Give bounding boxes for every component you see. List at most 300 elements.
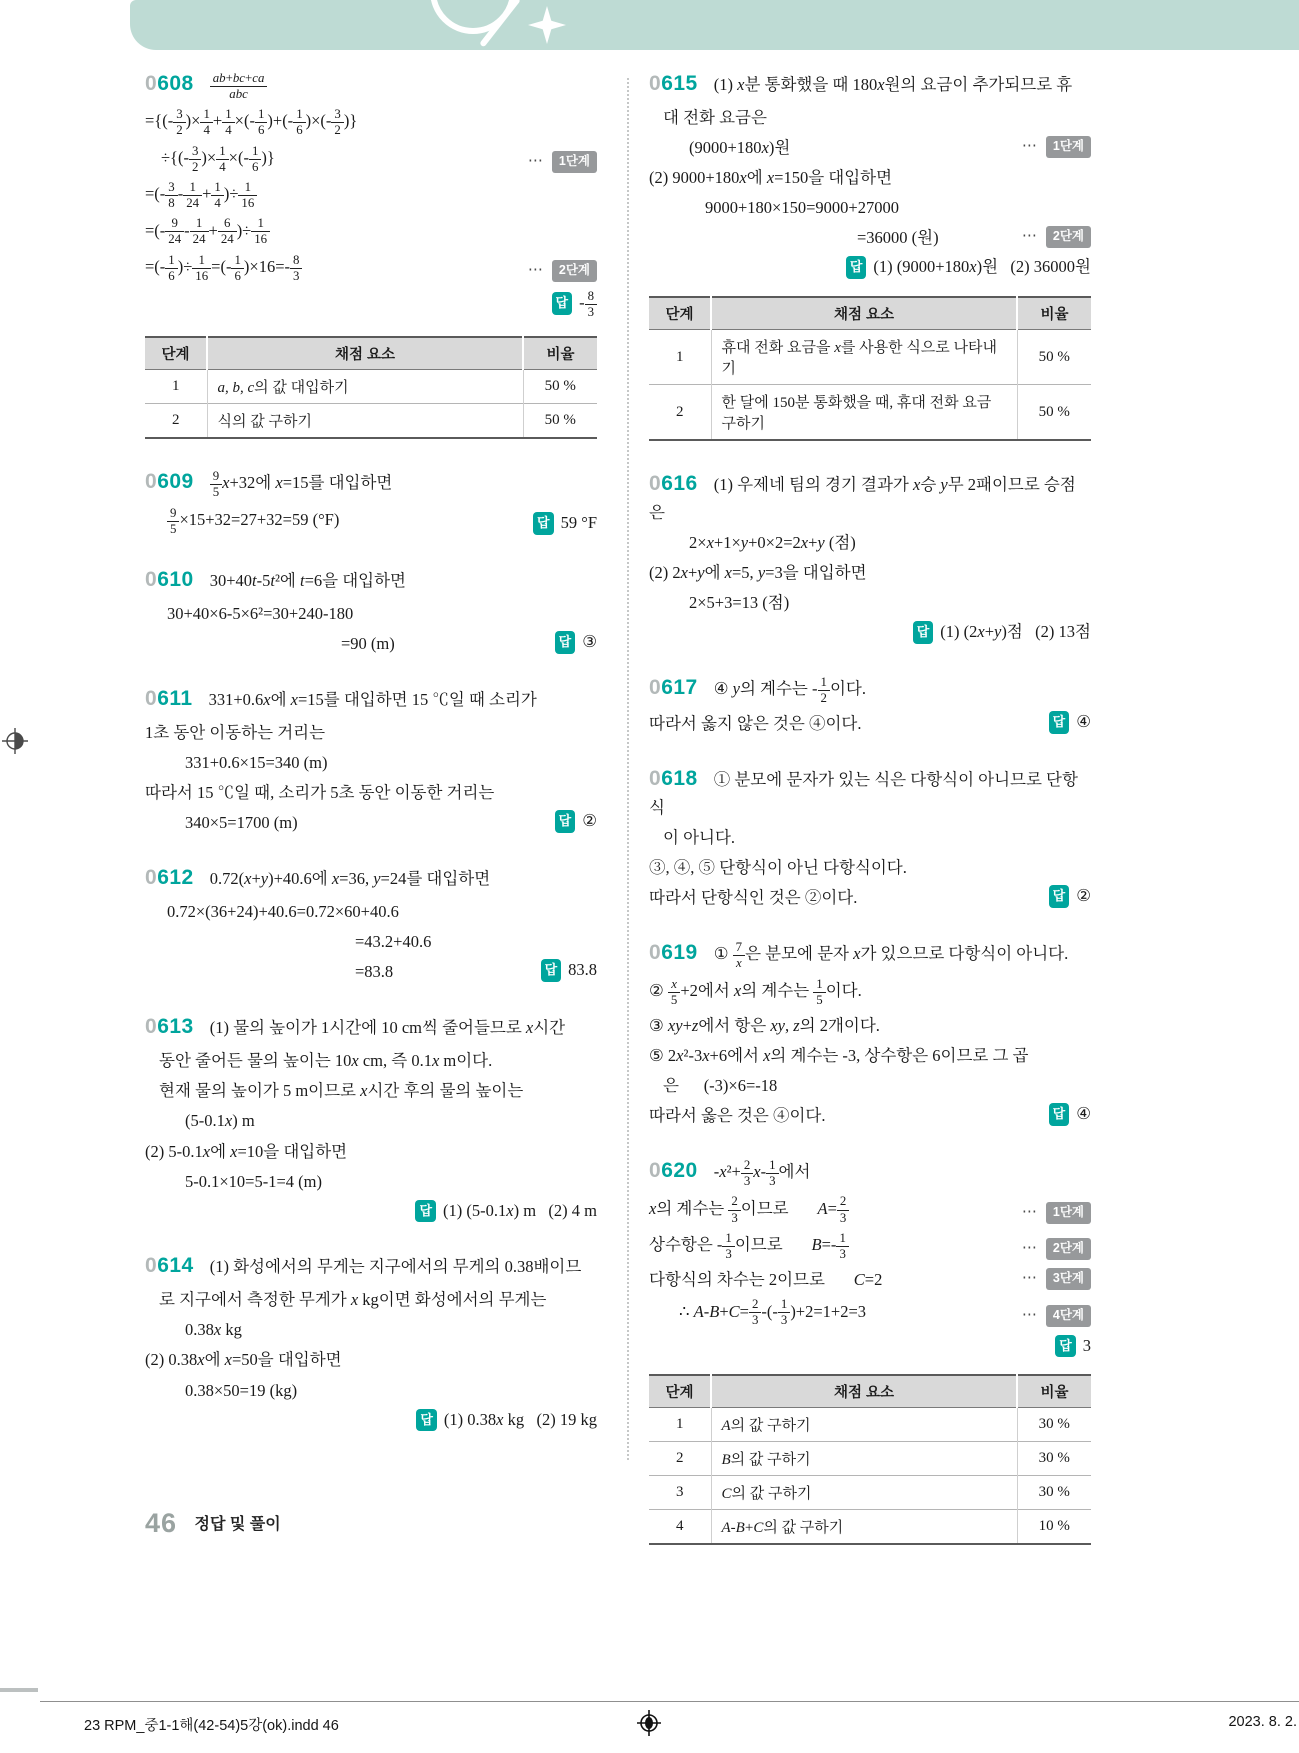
- solution-line: [145, 1108, 597, 1133]
- fraction: $\frac{9}{24}$: [165, 216, 184, 247]
- answer-text: (1) (9000+180x)원 (2) 36000원: [873, 257, 1091, 277]
- math-text: =43.2+40.6: [355, 932, 432, 952]
- solution-line: [145, 1378, 597, 1403]
- solution-line: [145, 1250, 597, 1282]
- step-marker: [1022, 1234, 1091, 1260]
- answer-icon: 답: [416, 1409, 437, 1432]
- fraction: $\frac{1}{4}$: [222, 107, 234, 138]
- table-cell: 2: [649, 385, 711, 441]
- math-text: (2) 2x+y에 x=5, y=3을 대입하면: [649, 563, 867, 583]
- answer-icon: 답: [1049, 711, 1070, 734]
- solution-line: [649, 135, 1091, 160]
- answer-text: - $\frac{8}{3}$: [579, 293, 597, 312]
- table-cell: 50 %: [1017, 330, 1091, 385]
- page-footer: [145, 1508, 281, 1539]
- step-badge: 4단계: [1046, 1305, 1091, 1327]
- step-badge: 1단계: [1046, 136, 1091, 158]
- fraction: $\frac{1}{3}$: [836, 1231, 848, 1262]
- table-header-cell: 비율: [1017, 297, 1091, 330]
- problem-number: 0610: [145, 567, 194, 591]
- answer-line: [145, 1199, 597, 1224]
- solution-line: [649, 165, 1091, 190]
- math-text: (9000+180x)원: [689, 137, 791, 157]
- solution-line: [649, 105, 1091, 130]
- problem-0609: [145, 466, 597, 537]
- fraction: $\frac{2}{3}$: [728, 1194, 740, 1225]
- inline-answer: [555, 808, 597, 833]
- solution-line: [649, 590, 1091, 615]
- answer-text: ②: [582, 811, 597, 831]
- answer-text: 3: [1082, 1335, 1091, 1355]
- fraction: $\frac{7}{x}$: [733, 940, 745, 971]
- solution-line: [145, 959, 597, 984]
- table-cell: 50 %: [523, 404, 597, 439]
- fraction: $\frac{2}{3}$: [837, 1194, 849, 1225]
- table-cell: 1: [649, 330, 711, 385]
- inline-answer: [1049, 709, 1091, 734]
- table-cell: 30 %: [1017, 1442, 1091, 1476]
- step-badge: 2단계: [1046, 1238, 1091, 1260]
- table-header-cell: 채점 요소: [711, 297, 1017, 330]
- math-text: -x²+ $\frac{2}{3}$ x- $\frac{1}{3}$ 에서: [713, 1158, 811, 1189]
- table-row: [649, 1408, 1091, 1442]
- math-text: 5-0.1×10=5-1=4 (m): [185, 1171, 322, 1191]
- step-badge: 2단계: [1046, 226, 1091, 248]
- math-text: 현재 물의 높이가 5 m이므로 x시간 후의 물의 높이는: [159, 1081, 524, 1101]
- math-text: 331+0.6x에 x=15를 대입하면 15 ℃일 때 소리가: [208, 690, 537, 709]
- step-badge: 3단계: [1046, 1268, 1091, 1290]
- registration-mark-icon: [2, 728, 28, 754]
- fraction: $\frac{1}{16}$: [251, 216, 270, 247]
- step-marker: [1022, 1301, 1091, 1327]
- fraction: $\frac{1}{3}$: [766, 1158, 778, 1189]
- solution-line: [649, 225, 1091, 250]
- solution-line: [145, 1347, 597, 1372]
- math-text: 0.72×(36+24)+40.6=0.72×60+40.6: [167, 902, 399, 922]
- ellipsis-dots: ⋯: [527, 152, 543, 169]
- column-divider: [627, 78, 629, 1460]
- table-cell: B의 값 구하기: [711, 1442, 1017, 1476]
- math-text: ∴ A-B+C= $\frac{2}{3}$ -(- $\frac{1}{3}$ )+2=1+2=3: [679, 1297, 867, 1328]
- math-text: =83.8: [355, 962, 394, 982]
- math-text: ③, ④, ⑤ 단항식이 아닌 다항식이다.: [649, 858, 907, 878]
- fraction: $\frac{3}{2}$: [173, 107, 185, 138]
- math-text: =(- $\frac{9}{24}$ - $\frac{1}{24}$ + $\frac{6}{24}$ )÷ $\frac{1}{16}$: [145, 221, 270, 240]
- math-text: ④ y의 계수는 - $\frac{1}{2}$ 이다.: [713, 674, 866, 705]
- answer-icon: 답: [552, 292, 573, 315]
- problem-number: 0613: [145, 1015, 194, 1039]
- answer-icon: 답: [533, 512, 554, 535]
- fraction: $\frac{2}{3}$: [749, 1297, 761, 1328]
- table-header-cell: 비율: [1017, 1375, 1091, 1408]
- fraction: $\frac{9}{5}$: [167, 506, 179, 537]
- table-cell: 30 %: [1017, 1476, 1091, 1510]
- fraction: $\frac{8}{3}$: [585, 289, 597, 320]
- step-marker: [1022, 222, 1091, 248]
- solution-line: [649, 195, 1091, 220]
- math-text: 30+40×6-5×6²=30+240-180: [167, 603, 354, 623]
- solution-line: [649, 711, 1091, 736]
- fraction: $\frac{1}{6}$: [231, 253, 243, 284]
- solution-line: [145, 1317, 597, 1342]
- solution-line: [145, 564, 597, 596]
- center-registration-mark-icon: [637, 1710, 661, 1736]
- answer-text: ③: [582, 631, 597, 651]
- inline-answer: [541, 957, 597, 982]
- table-cell: 휴대 전화 요금을 x를 사용한 식으로 나타내기: [711, 330, 1017, 385]
- math-text: (1) 우제네 팀의 경기 결과가 x승 y무 2패이므로 승점은: [649, 475, 1076, 522]
- math-text: =(- $\frac{3}{8}$ - $\frac{1}{24}$ + $\frac{1}{4}$ )÷ $\frac{1}{16}$: [145, 184, 257, 203]
- solution-line: [145, 780, 597, 805]
- math-text: =(- $\frac{1}{6}$ )÷ $\frac{1}{16}$ =(- $\frac{1}{6}$ )×16=- $\frac{8}{3}$: [145, 257, 302, 276]
- solution-line: [649, 530, 1091, 555]
- solution-line: [649, 672, 1091, 706]
- footer-rule: [40, 1701, 1299, 1702]
- table-header-cell: 단계: [649, 297, 711, 330]
- problem-number: 0617: [649, 676, 698, 700]
- math-text: 따라서 단항식인 것은 ②이다.: [649, 888, 858, 908]
- answer-line: [145, 1408, 597, 1433]
- solution-line: [649, 885, 1091, 910]
- problem-0611: [145, 683, 597, 835]
- solution-line: [145, 466, 597, 500]
- inline-answer: [555, 629, 597, 654]
- math-text: 1초 동안 이동하는 거리는: [145, 722, 326, 742]
- solution-line: [649, 1231, 1091, 1262]
- math-text: 동안 줄어든 물의 높이는 10x cm, 즉 0.1x m이다.: [159, 1051, 493, 1071]
- problem-0614: [145, 1250, 597, 1432]
- fraction: $\frac{1}{6}$: [165, 253, 177, 284]
- math-text: [210, 70, 268, 101]
- top-banner: [130, 0, 1299, 50]
- table-cell: A-B+C의 값 구하기: [711, 1510, 1017, 1545]
- crop-tick: [0, 1688, 38, 1692]
- problem-0613: [145, 1011, 597, 1223]
- table-cell: 50 %: [523, 370, 597, 404]
- problem-number: 0618: [649, 767, 698, 791]
- ellipsis-dots: ⋯: [1021, 138, 1037, 155]
- problem-number: 0608: [145, 72, 194, 95]
- step-marker: [528, 256, 597, 282]
- solution-line: [649, 68, 1091, 100]
- sparkle-icon: [528, 6, 566, 44]
- fraction: $\frac{1}{6}$: [293, 107, 305, 138]
- answer-text: ②: [1076, 886, 1091, 906]
- math-text: 따라서 옳은 것은 ④이다.: [649, 1106, 826, 1126]
- problem-number: 0615: [649, 72, 698, 95]
- math-text: $\frac{9}{5}$ x+32에 x=15를 대입하면: [210, 473, 393, 492]
- answer-text: 83.8: [568, 960, 597, 980]
- fraction: $\frac{1}{3}$: [722, 1231, 734, 1262]
- solution-line: [145, 683, 597, 715]
- solution-line: [145, 506, 597, 537]
- math-text: 대 전화 요금은: [663, 107, 767, 127]
- table-row: [649, 330, 1091, 385]
- grading-table: [649, 1374, 1091, 1545]
- ellipsis-dots: ⋯: [1021, 1240, 1037, 1257]
- math-text: =36000 (원): [857, 228, 939, 248]
- ellipsis-dots: ⋯: [527, 262, 543, 279]
- solution-line: [649, 1155, 1091, 1189]
- solution-line: [649, 1073, 1091, 1098]
- problem-0615: [649, 68, 1091, 441]
- inline-answer: [1049, 1101, 1091, 1126]
- solution-line: [145, 1048, 597, 1073]
- fraction: $\frac{2}{3}$: [741, 1158, 753, 1189]
- solution-line: [649, 1194, 1091, 1225]
- table-header-cell: 단계: [649, 1375, 711, 1408]
- math-text: 9000+180×150=9000+27000: [705, 198, 899, 218]
- fraction: $\frac{1}{6}$: [249, 144, 261, 175]
- table-header-cell: 비율: [523, 337, 597, 370]
- solution-line: [145, 144, 597, 175]
- math-text: ① $\frac{7}{x}$ 은 분모에 문자 x가 있으므로 다항식이 아니다.: [713, 940, 1069, 971]
- solution-line: [145, 1169, 597, 1194]
- answer-text: (1) (5-0.1x) m (2) 4 m: [443, 1200, 597, 1220]
- table-cell: 50 %: [1017, 385, 1091, 441]
- fraction: $\frac{3}{2}$: [189, 144, 201, 175]
- fraction: $\frac{1}{4}$: [200, 107, 212, 138]
- answer-icon: 답: [541, 959, 562, 982]
- solution-line: [145, 216, 597, 247]
- solution-line: [649, 560, 1091, 585]
- problem-number: 0620: [649, 1159, 698, 1183]
- table-cell: 3: [649, 1476, 711, 1510]
- solution-line: [145, 1078, 597, 1103]
- math-text: ÷{(- $\frac{3}{2}$ )× $\frac{1}{4}$ ×(- $\frac{1}{6}$ )}: [161, 143, 275, 174]
- step-marker: [1022, 132, 1091, 158]
- grading-table: [649, 296, 1091, 441]
- answer-icon: 답: [555, 810, 576, 833]
- answer-text: ④: [1076, 1104, 1091, 1124]
- solution-line: [649, 1297, 1091, 1328]
- fraction: $\frac{1}{2}$: [818, 675, 830, 706]
- step-badge: 1단계: [1046, 1202, 1091, 1224]
- solution-line: [145, 631, 597, 656]
- solution-line: [145, 929, 597, 954]
- problem-0618: [649, 763, 1091, 910]
- fraction: $\frac{1}{24}$: [183, 180, 202, 211]
- table-row: [649, 1510, 1091, 1545]
- math-text: 로 지구에서 측정한 무게가 x kg이면 화성에서의 무게는: [159, 1290, 547, 1310]
- table-row: [649, 1442, 1091, 1476]
- problem-number: 0614: [145, 1254, 194, 1278]
- math-text: (2) 0.38x에 x=50을 대입하면: [145, 1350, 342, 1370]
- math-text: 상수항은 - $\frac{1}{3}$ 이므로 B=- $\frac{1}{3}$: [649, 1235, 849, 1254]
- page-number: 46: [145, 1508, 178, 1538]
- table-cell: 2: [145, 404, 207, 439]
- table-cell: 4: [649, 1510, 711, 1545]
- solution-line: [145, 180, 597, 211]
- math-text: 은 (-3)×6=-18: [663, 1076, 778, 1096]
- math-text: 2×x+1×y+0×2=2x+y (점): [689, 533, 856, 553]
- fraction: $\frac{8}{3}$: [290, 253, 302, 284]
- step-marker: [1022, 1264, 1091, 1290]
- problem-0620: [649, 1155, 1091, 1545]
- math-text: 0.38x kg: [185, 1320, 242, 1340]
- table-cell: C의 값 구하기: [711, 1476, 1017, 1510]
- problem-number: 0616: [649, 472, 698, 496]
- table-cell: A의 값 구하기: [711, 1408, 1017, 1442]
- ellipsis-dots: ⋯: [1021, 1203, 1037, 1220]
- math-text: (5-0.1x) m: [185, 1111, 255, 1131]
- problem-number: 0612: [145, 866, 194, 890]
- math-text: ③ xy+z에서 항은 xy, z의 2개이다.: [649, 1016, 880, 1035]
- table-header-cell: 단계: [145, 337, 207, 370]
- fraction: $\frac{9}{5}$: [210, 469, 222, 500]
- right-column: [649, 68, 1091, 1572]
- grading-table: [145, 336, 597, 439]
- fraction: $\frac{1}{5}$: [813, 977, 825, 1008]
- solution-line: [649, 763, 1091, 820]
- table-row: [145, 404, 597, 439]
- math-text: (1) 물의 높이가 1시간에 10 cm씩 줄어들므로 x시간: [209, 1018, 566, 1038]
- ellipsis-dots: ⋯: [1021, 228, 1037, 245]
- table-cell: 1: [649, 1408, 711, 1442]
- answer-icon: 답: [1055, 1335, 1076, 1358]
- table-row: [649, 385, 1091, 441]
- problem-0610: [145, 564, 597, 656]
- answer-text: (1) 0.38x kg (2) 19 kg: [443, 1409, 597, 1429]
- table-header-cell: 채점 요소: [207, 337, 523, 370]
- solution-line: [649, 977, 1091, 1008]
- answer-text: (1) (2x+y)점 (2) 13점: [940, 622, 1091, 642]
- table-header-cell: 채점 요소: [711, 1375, 1017, 1408]
- math-text: (2) 5-0.1x에 x=10을 대입하면: [145, 1141, 348, 1161]
- table-cell: 30 %: [1017, 1408, 1091, 1442]
- answer-line: [649, 1334, 1091, 1359]
- left-column: [145, 68, 597, 1459]
- math-text: 따라서 옳지 않은 것은 ④이다.: [649, 714, 862, 734]
- math-text: $\frac{9}{5}$ ×15+32=27+32=59 (°F): [167, 510, 339, 529]
- math-text: =90 (m): [341, 633, 395, 653]
- solution-line: [145, 750, 597, 775]
- math-text: ② $\frac{x}{5}$ +2에서 x의 계수는 $\frac{1}{5}$ 이다.: [649, 976, 862, 1007]
- solution-line: [649, 1267, 1091, 1292]
- answer-line: [649, 255, 1091, 280]
- answer-icon: 답: [1049, 885, 1070, 908]
- ellipsis-dots: ⋯: [1021, 1306, 1037, 1323]
- answer-icon: 답: [1049, 1103, 1070, 1126]
- solution-line: [145, 1287, 597, 1312]
- problem-0616: [649, 468, 1091, 645]
- ellipsis-dots: ⋯: [1021, 1270, 1037, 1287]
- fraction: $\frac{1}{4}$: [211, 180, 223, 211]
- math-text: ⑤ 2x²-3x+6에서 x의 계수는 -3, 상수항은 6이므로 그 곱: [649, 1046, 1029, 1066]
- fraction: $\frac{x}{5}$: [668, 977, 680, 1008]
- table-cell: a, b, c의 값 대입하기: [207, 370, 523, 404]
- table-cell: 식의 값 구하기: [207, 404, 523, 439]
- math-text: 0.72(x+y)+40.6에 x=36, y=24를 대입하면: [209, 869, 491, 889]
- answer-text: 59 °F: [560, 512, 597, 532]
- math-text: (1) 화성에서의 무게는 지구에서의 무게의 0.38배이므: [209, 1257, 582, 1277]
- solution-line: [145, 810, 597, 835]
- solution-line: [649, 937, 1091, 971]
- solution-line: [145, 601, 597, 626]
- problem-0612: [145, 862, 597, 984]
- solution-line: [145, 107, 597, 138]
- fraction: $\frac{1}{16}$: [192, 253, 211, 284]
- print-date: 2023. 8. 2.: [1228, 1714, 1297, 1730]
- inline-answer: [533, 510, 597, 535]
- math-text: 340×5=1700 (m): [185, 813, 298, 833]
- math-text: (2) 9000+180x에 x=150을 대입하면: [649, 168, 893, 188]
- solution-line: [145, 720, 597, 745]
- table-cell: 2: [649, 1442, 711, 1476]
- answer-icon: 답: [415, 1200, 436, 1223]
- problem-number: 0609: [145, 470, 194, 494]
- table-cell: 한 달에 150분 통화했을 때, 휴대 전화 요금 구하기: [711, 385, 1017, 441]
- math-text: 따라서 15 ℃일 때, 소리가 5초 동안 이동한 거리는: [145, 783, 495, 803]
- fraction: $\frac{1}{6}$: [255, 107, 267, 138]
- page-footer-label: 정답 및 풀이: [194, 1516, 281, 1533]
- inline-answer: [1049, 883, 1091, 908]
- fraction: $\frac{ab+bc+ca}{\text{abc}}$: [210, 71, 268, 102]
- answer-line: [649, 620, 1091, 645]
- math-text: 331+0.6×15=340 (m): [185, 752, 328, 772]
- fraction: $\frac{1}{3}$: [778, 1297, 790, 1328]
- fraction: $\frac{1}{24}$: [190, 216, 209, 247]
- solution-line: [145, 899, 597, 924]
- solution-line: [649, 1013, 1091, 1038]
- solution-line: [145, 1139, 597, 1164]
- solution-line: [649, 1103, 1091, 1128]
- step-marker: [1022, 1198, 1091, 1224]
- fraction: $\frac{6}{24}$: [218, 216, 237, 247]
- problem-0617: [649, 672, 1091, 736]
- math-text: 2×5+3=13 (점): [689, 593, 790, 613]
- answer-icon: 답: [846, 256, 867, 279]
- table-row: [649, 1476, 1091, 1510]
- problem-number: 0611: [145, 687, 193, 710]
- math-text: 다항식의 차수는 2이므로 C=2: [649, 1270, 883, 1290]
- solution-line: [145, 68, 597, 102]
- step-marker: [528, 147, 597, 173]
- solution-line: [649, 468, 1091, 525]
- math-text: (1) x분 통화했을 때 180x원의 요금이 추가되므로 휴: [713, 75, 1073, 94]
- table-cell: 1: [145, 370, 207, 404]
- math-text: 이 아니다.: [663, 828, 736, 848]
- solution-line: [649, 825, 1091, 850]
- math-text: 30+40t-5t²에 t=6을 대입하면: [209, 570, 406, 590]
- step-badge: 1단계: [552, 151, 597, 173]
- fraction: $\frac{1}{4}$: [216, 144, 228, 175]
- problem-0608: [145, 68, 597, 439]
- step-badge: 2단계: [552, 260, 597, 282]
- math-text: ① 분모에 문자가 있는 식은 다항식이 아니므로 단항식: [649, 770, 1078, 818]
- math-text: x의 계수는 $\frac{2}{3}$ 이므로 A= $\frac{2}{3}$: [649, 1199, 849, 1218]
- fraction: $\frac{1}{16}$: [238, 180, 257, 211]
- table-row: [145, 370, 597, 404]
- math-text: ={(- $\frac{3}{2}$ )× $\frac{1}{4}$ + $\frac{1}{4}$ ×(- $\frac{1}{6}$ )+(- $\frac{1}{6}$ )×(- $\frac{3}{2}$ )}: [145, 107, 358, 138]
- table-cell: 10 %: [1017, 1510, 1091, 1545]
- solution-line: [649, 855, 1091, 880]
- fraction: $\frac{3}{8}$: [165, 180, 177, 211]
- answer-icon: 답: [555, 631, 576, 654]
- answer-text: ④: [1076, 712, 1091, 732]
- answer-line: [145, 289, 597, 320]
- problem-number: 0619: [649, 941, 698, 965]
- solution-line: [145, 253, 597, 284]
- print-info: 23 RPM_중1-1해(42-54)5강(ok).indd 46: [84, 1718, 339, 1734]
- answer-icon: 답: [913, 621, 934, 644]
- problem-0619: [649, 937, 1091, 1128]
- solution-line: [145, 1011, 597, 1043]
- fraction: $\frac{3}{2}$: [331, 107, 343, 138]
- solution-line: [649, 1043, 1091, 1068]
- solution-line: [145, 862, 597, 894]
- math-text: 0.38×50=19 (kg): [185, 1380, 298, 1400]
